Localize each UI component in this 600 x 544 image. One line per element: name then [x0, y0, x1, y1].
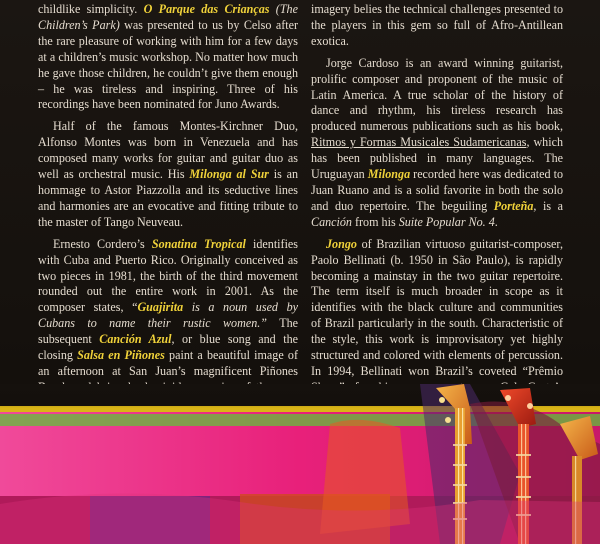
title-sonatina-tropical: Sonatina Tropical	[151, 236, 246, 251]
text: childlike simplicity.	[38, 2, 144, 16]
title-portena: Porteña	[493, 198, 534, 213]
text: of Brazilian virtuoso guitarist-composer, Paolo Bellinati (b. 1950 in São Paulo), is rapidly becoming a mainstay in the two guitar repertoire. The term itself is much broader in scope as it identifies with the black culture and communities of Brazil particularly in the south. Characteristic of the style, this work is improvisatory yet highly structured and colored with elements of percussion. In 1994, Bellinati won Brazil’s coveted “Prêmio	[311, 236, 563, 378]
suite-title: Suite Popular No. 4	[398, 214, 495, 229]
text: , is a	[533, 198, 563, 213]
text: , or blue song and the closing	[38, 332, 298, 363]
title-salsa-en-pinones: Salsa en Piñones	[77, 348, 165, 363]
text: from his	[351, 214, 399, 229]
title-parque-das-criancas: O Parque das Crianças	[143, 2, 270, 16]
quote: is a noun used by Cubans to name their rustic women.”	[38, 300, 298, 331]
title-jongo: Jongo	[326, 236, 357, 251]
book-title: Ritmos y Formas Musicales Sudamericanas	[311, 135, 527, 150]
text: was presented to us by Celso after the rare pleasure of working with him for a few days at a children’s music workshop. No matter how much he gave those children, he couldn’t give them enough – he was tireless and inspiring. Three of his recordings have been nominated for Juno Awards.	[38, 17, 298, 112]
text: identifies with Cuba and Puerto Rico. Originally conceived as two pieces in 1981, the birth of the third movement rounded out the entire work in 2001. As the composer states, “	[38, 236, 299, 315]
text: The subsequent	[38, 316, 298, 347]
cancion: Canción	[311, 214, 352, 229]
text: .	[494, 214, 498, 229]
text: recorded here was dedicated to Juan Ruano and is a solid favorite in both the solo and duo repertoire. The beguiling	[311, 167, 563, 213]
text: is an hommage to Astor Piazzolla and its seductive lines and harmonies are an evocative and fitting tribute to the master of Tango Neuveau.	[38, 167, 299, 229]
text: Ernesto Cordero’s	[53, 236, 152, 251]
text: Jorge Cardoso is an award winning guitarist, prolific composer and proponent of the music of Latin America. A true scholar of the history of dance and rhythm, his tireless research has produced numerous publications such as his book,	[311, 55, 563, 134]
text: paint a beautiful image of an afternoon at San Juan’s magnificent Piñones	[38, 348, 298, 378]
title-translation: (The Children’s Park)	[38, 2, 298, 32]
title-cancion-azul: Canción Azul	[99, 332, 172, 347]
paragraph-imagery: imagery belies the technical challenges presented to the players in this gem so full of Afro-Antillean exotica.	[311, 2, 563, 48]
title-guajirita: Guajirita	[137, 300, 184, 315]
guitar-artwork	[0, 384, 600, 544]
text: , which has been published in many languages. The Uruguayan	[311, 135, 563, 182]
paragraph-cardoso	[311, 56, 563, 231]
paragraph-parque	[38, 2, 298, 113]
title-milonga: Milonga	[367, 167, 411, 182]
paragraph-milonga-al-sur	[38, 119, 298, 230]
text: Half of the famous Montes-Kirchner Duo, Alfonso Montes was born in Venezuela and has composed many works for guitar and guitar duo as well as orchestral music. His	[38, 119, 298, 182]
title-milonga-al-sur: Milonga al Sur	[189, 167, 269, 182]
